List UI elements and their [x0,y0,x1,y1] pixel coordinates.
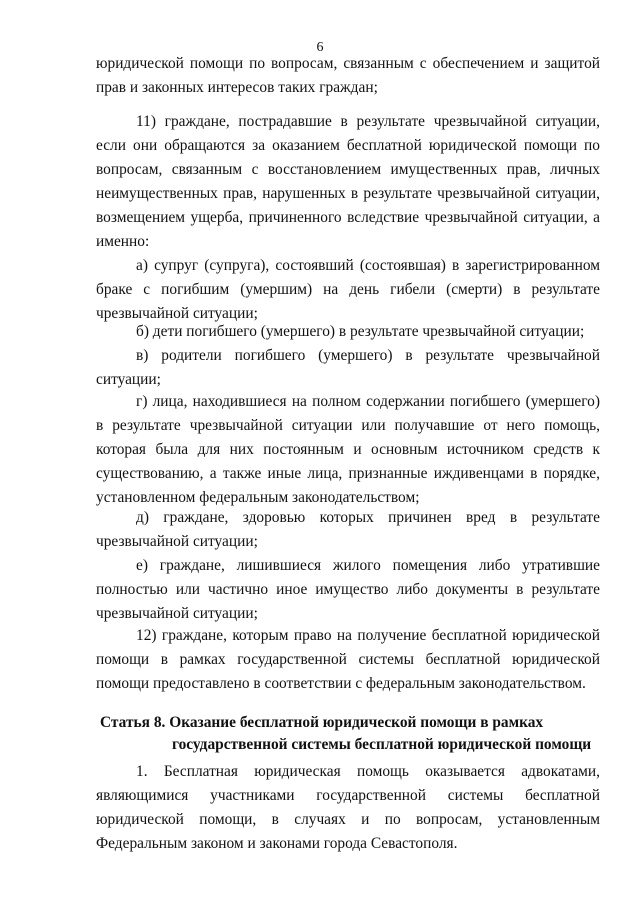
page-number: 6 [316,40,324,55]
paragraph-subitem-a: а) супруг (супруга), состоявший (состоявшая) в зарегистрированном браке с погибшим (умершим) на день гибели (смерти) в результате чрезвычайной ситуации; [96,257,600,322]
paragraph-subitem-e: е) граждане, лишившиеся жилого помещения либо утратившие полностью или частично иное имущество либо документы в результате чрезвычайной ситуации; [96,557,600,622]
article-heading-line1: Статья 8. Оказание бесплатной юридической помощи в рамках [100,714,544,731]
paragraph-subitem-v: в) родители погибшего (умершего) в результате чрезвычайной ситуации; [96,347,600,388]
article-paragraph-1: 1. Бесплатная юридическая помощь оказывается адвокатами, являющимися участниками государственной системы бесплатной юридической помощи, в случаях и по вопросам, установленным Федеральным законом и законами города Севастополя. [96,763,600,852]
paragraph-item-11: 11) граждане, пострадавшие в результате чрезвычайной ситуации, если они обращаются за оказанием бесплатной юридической помощи по вопросам, связанным с восстановлением имущественных прав, личных неимущественных прав, нарушенных в результате чрезвычайной ситуации, возмещением ущерба, причиненного вследствие чрезвычайной ситуации, а именно: [96,113,600,250]
paragraph-subitem-d: д) граждане, здоровью которых причинен вред в результате чрезвычайной ситуации; [96,509,600,550]
paragraph-item-12: 12) граждане, которым право на получение бесплатной юридической помощи в рамках государственной системы бесплатной юридической помощи предоставлено в соответствии с федеральным законодательством. [96,627,600,692]
paragraph-continuation: юридической помощи по вопросам, связанным с обеспечением и защитой прав и законных интересов таких граждан; [96,55,600,96]
article-heading-line2: государственной системы бесплатной юридической помощи [172,736,592,753]
paragraph-subitem-g: г) лица, находившиеся на полном содержании погибшего (умершего) в результате чрезвычайной ситуации или получавшие от него помощь, которая была для них постоянным и основным источником средств к существованию, а также иные лица, признанные иждивенцами в порядке, установленном федеральным законодательством; [96,393,600,506]
article-heading [100,712,600,756]
paragraph-subitem-b: б) дети погибшего (умершего) в результате чрезвычайной ситуации; [136,323,585,340]
